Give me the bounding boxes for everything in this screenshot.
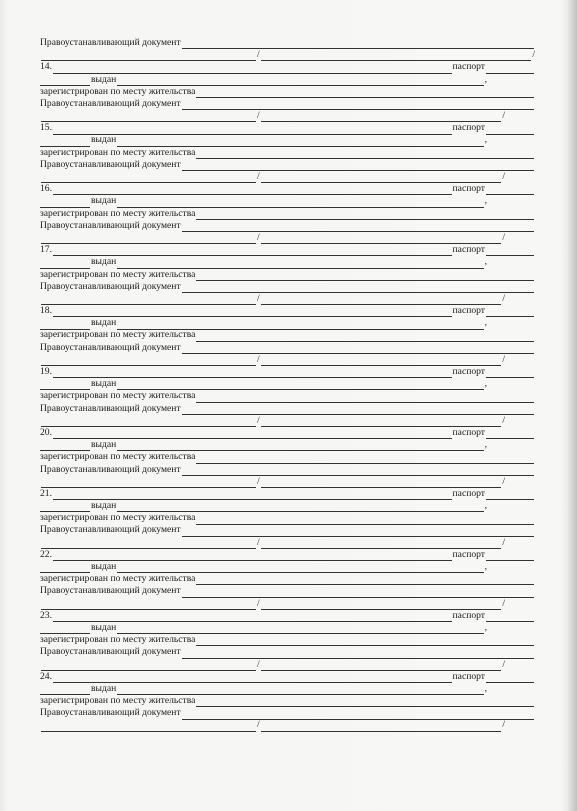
- registered-row: [40, 390, 535, 402]
- issued-lead-field[interactable]: [40, 259, 90, 269]
- registered-label: зарегистрирован по месту жительства: [40, 85, 196, 97]
- issued-label: выдан: [91, 317, 117, 329]
- doc-field[interactable]: [182, 466, 534, 476]
- entry-number: 18.: [40, 305, 52, 317]
- registered-label: зарегистрирован по месту жительства: [40, 695, 196, 707]
- entry-number: 22.: [40, 548, 52, 560]
- doc-field[interactable]: [182, 39, 534, 49]
- registered-row: [40, 451, 535, 463]
- issued-label: выдан: [91, 73, 117, 85]
- registered-field[interactable]: [196, 88, 534, 98]
- doc-field[interactable]: [182, 344, 534, 354]
- name-row: [40, 549, 535, 561]
- issued-label: выдан: [91, 682, 117, 694]
- doc-row: [40, 707, 535, 719]
- name-row: [40, 610, 535, 622]
- entry-number: 16.: [40, 183, 52, 195]
- doc-row: [40, 464, 535, 476]
- slash-separator: /: [502, 536, 505, 548]
- registered-label: зарегистрирован по месту жительства: [40, 512, 196, 524]
- registered-field[interactable]: [196, 393, 534, 403]
- doc-slash-row: [40, 110, 535, 122]
- doc-part2-field[interactable]: [261, 600, 502, 610]
- doc-part1-field[interactable]: [41, 600, 256, 610]
- doc-slash-row: [40, 354, 535, 366]
- doc-part1-field[interactable]: [41, 112, 256, 122]
- slash-separator: /: [257, 414, 260, 426]
- comma-separator: ,: [484, 378, 487, 390]
- issued-row: [40, 74, 535, 86]
- slash-separator: /: [502, 719, 505, 731]
- slash-separator: /: [532, 49, 535, 61]
- slash-separator: /: [257, 536, 260, 548]
- issued-label: выдан: [91, 621, 117, 633]
- issued-field[interactable]: [117, 137, 483, 147]
- fullname-field[interactable]: [53, 673, 452, 683]
- registered-field[interactable]: [196, 210, 534, 220]
- passport-label: паспорт: [452, 487, 485, 499]
- name-row: [40, 305, 535, 317]
- registered-field[interactable]: [196, 697, 534, 707]
- issued-row: [40, 135, 535, 147]
- registered-row: [40, 208, 535, 220]
- doc-row: [40, 159, 535, 171]
- entry-number: 17.: [40, 244, 52, 256]
- registered-field[interactable]: [196, 149, 534, 159]
- issued-row: [40, 500, 535, 512]
- doc-field[interactable]: [182, 649, 534, 659]
- issued-lead-field[interactable]: [40, 563, 90, 573]
- passport-label: паспорт: [452, 61, 485, 73]
- doc-slash-row: [40, 49, 535, 61]
- issued-row: [40, 195, 535, 207]
- fullname-field[interactable]: [53, 64, 452, 74]
- registered-field[interactable]: [196, 515, 534, 525]
- doc-part1-field[interactable]: [41, 661, 256, 671]
- issued-field[interactable]: [117, 563, 483, 573]
- doc-row: [40, 37, 535, 49]
- slash-separator: /: [257, 292, 260, 304]
- issued-lead-field[interactable]: [40, 441, 90, 451]
- doc-slash-row: [40, 171, 535, 183]
- entry-number: 15.: [40, 122, 52, 134]
- registered-row: [40, 86, 535, 98]
- passport-field[interactable]: [486, 612, 534, 622]
- issued-lead-field[interactable]: [40, 137, 90, 147]
- registered-row: [40, 269, 535, 281]
- registered-label: зарегистрирован по месту жительства: [40, 207, 196, 219]
- issued-label: выдан: [91, 439, 117, 451]
- issued-field[interactable]: [117, 198, 483, 208]
- passport-field[interactable]: [486, 368, 534, 378]
- doc-part1-field[interactable]: [41, 173, 256, 183]
- passport-field[interactable]: [486, 125, 534, 135]
- doc-part2-field[interactable]: [261, 417, 502, 427]
- doc-label: Правоустанавливающий документ: [40, 219, 181, 231]
- issued-row: [40, 317, 535, 329]
- comma-separator: ,: [484, 317, 487, 329]
- issued-label: выдан: [91, 256, 117, 268]
- slash-separator: /: [502, 231, 505, 243]
- registered-label: зарегистрирован по месту жительства: [40, 268, 196, 280]
- issued-row: [40, 256, 535, 268]
- issued-row: [40, 561, 535, 573]
- issued-label: выдан: [91, 195, 117, 207]
- issued-label: выдан: [91, 134, 117, 146]
- doc-label: Правоустанавливающий документ: [40, 463, 181, 475]
- registered-row: [40, 512, 535, 524]
- issued-field[interactable]: [117, 685, 483, 695]
- doc-part2-field[interactable]: [261, 356, 502, 366]
- doc-slash-row: [40, 659, 535, 671]
- slash-separator: /: [257, 719, 260, 731]
- resident-entry: [40, 244, 535, 305]
- slash-separator: /: [257, 171, 260, 183]
- registered-label: зарегистрирован по месту жительства: [40, 573, 196, 585]
- issued-field[interactable]: [117, 624, 483, 634]
- doc-part2-field[interactable]: [261, 539, 502, 549]
- resident-entry: [40, 61, 535, 122]
- issued-field[interactable]: [117, 502, 483, 512]
- passport-field[interactable]: [486, 185, 534, 195]
- doc-field[interactable]: [182, 100, 534, 110]
- doc-part2-field[interactable]: [261, 234, 502, 244]
- name-row: [40, 183, 535, 195]
- doc-part2-field[interactable]: [261, 295, 502, 305]
- registered-row: [40, 330, 535, 342]
- passport-field[interactable]: [486, 307, 534, 317]
- name-row: [40, 671, 535, 683]
- issued-row: [40, 378, 535, 390]
- slash-separator: /: [257, 49, 260, 61]
- slash-separator: /: [502, 292, 505, 304]
- doc-label: Правоустанавливающий документ: [40, 707, 181, 719]
- slash-separator: /: [257, 658, 260, 670]
- comma-separator: ,: [484, 134, 487, 146]
- doc-part2-field[interactable]: [261, 478, 502, 488]
- passport-field[interactable]: [486, 64, 534, 74]
- registered-row: [40, 634, 535, 646]
- doc-row: [40, 403, 535, 415]
- issued-label: выдан: [91, 500, 117, 512]
- fullname-field[interactable]: [53, 551, 452, 561]
- entries-list: [40, 61, 535, 731]
- issued-row: [40, 683, 535, 695]
- doc-part1-field[interactable]: [41, 295, 256, 305]
- name-row: [40, 488, 535, 500]
- issued-field[interactable]: [117, 76, 483, 86]
- slash-separator: /: [502, 414, 505, 426]
- registered-row: [40, 695, 535, 707]
- doc-label: Правоустанавливающий документ: [40, 524, 181, 536]
- registered-label: зарегистрирован по месту жительства: [40, 451, 196, 463]
- resident-entry: [40, 366, 535, 427]
- issued-lead-field[interactable]: [40, 76, 90, 86]
- slash-separator: /: [502, 475, 505, 487]
- entry-number: 19.: [40, 366, 52, 378]
- doc-row: [40, 646, 535, 658]
- doc-label: Правоустанавливающий документ: [40, 36, 181, 48]
- comma-separator: ,: [484, 195, 487, 207]
- resident-entry: [40, 610, 535, 671]
- issued-lead-field[interactable]: [40, 685, 90, 695]
- fullname-field[interactable]: [53, 490, 452, 500]
- issued-label: выдан: [91, 378, 117, 390]
- doc-field[interactable]: [182, 161, 534, 171]
- name-row: [40, 61, 535, 73]
- registered-row: [40, 147, 535, 159]
- resident-entry: [40, 122, 535, 183]
- registered-row: [40, 573, 535, 585]
- entry-number: 23.: [40, 609, 52, 621]
- doc-part1-field[interactable]: [41, 234, 256, 244]
- issued-lead-field[interactable]: [40, 198, 90, 208]
- issued-lead-field[interactable]: [40, 502, 90, 512]
- issued-row: [40, 439, 535, 451]
- fullname-field[interactable]: [53, 368, 452, 378]
- passport-label: паспорт: [452, 366, 485, 378]
- issued-field[interactable]: [117, 380, 483, 390]
- issued-label: выдан: [91, 561, 117, 573]
- issued-row: [40, 622, 535, 634]
- doc-field[interactable]: [182, 527, 534, 537]
- doc-row: [40, 98, 535, 110]
- doc-field[interactable]: [182, 710, 534, 720]
- passport-field[interactable]: [486, 246, 534, 256]
- slash-separator: /: [257, 353, 260, 365]
- doc-slash-row: [40, 476, 535, 488]
- fullname-field[interactable]: [53, 307, 452, 317]
- doc-label: Правоустанавливающий документ: [40, 585, 181, 597]
- registered-field[interactable]: [196, 454, 534, 464]
- passport-field[interactable]: [486, 429, 534, 439]
- doc-field[interactable]: [182, 588, 534, 598]
- fullname-field[interactable]: [53, 429, 452, 439]
- entry-number: 24.: [40, 670, 52, 682]
- registered-field[interactable]: [196, 332, 534, 342]
- name-row: [40, 427, 535, 439]
- doc-slash-row: [40, 537, 535, 549]
- doc-row: [40, 525, 535, 537]
- doc-label: Правоустанавливающий документ: [40, 158, 181, 170]
- entry-number: 14.: [40, 61, 52, 73]
- fullname-field[interactable]: [53, 612, 452, 622]
- doc-part1-field[interactable]: [41, 722, 256, 732]
- slash-separator: /: [502, 110, 505, 122]
- passport-label: паспорт: [452, 609, 485, 621]
- resident-entry: [40, 549, 535, 610]
- doc-slash-row: [40, 598, 535, 610]
- comma-separator: ,: [484, 561, 487, 573]
- doc-row: [40, 281, 535, 293]
- issued-lead-field[interactable]: [40, 380, 90, 390]
- registered-label: зарегистрирован по месту жительства: [40, 146, 196, 158]
- registered-label: зарегистрирован по месту жительства: [40, 329, 196, 341]
- doc-label: Правоустанавливающий документ: [40, 341, 181, 353]
- fullname-field[interactable]: [53, 125, 452, 135]
- registered-field[interactable]: [196, 271, 534, 281]
- doc-slash-row: [40, 232, 535, 244]
- name-row: [40, 244, 535, 256]
- issued-lead-field[interactable]: [40, 624, 90, 634]
- comma-separator: ,: [484, 500, 487, 512]
- issued-lead-field[interactable]: [40, 320, 90, 330]
- slash-separator: /: [257, 110, 260, 122]
- passport-label: паспорт: [452, 183, 485, 195]
- doc-field[interactable]: [182, 283, 534, 293]
- doc-row: [40, 342, 535, 354]
- comma-separator: ,: [484, 621, 487, 633]
- slash-separator: /: [257, 597, 260, 609]
- registered-label: зарегистрирован по месту жительства: [40, 390, 196, 402]
- doc-part2-field[interactable]: [261, 112, 502, 122]
- doc-label: Правоустанавливающий документ: [40, 97, 181, 109]
- doc-row: [40, 220, 535, 232]
- registered-field[interactable]: [196, 636, 534, 646]
- doc-part1-field[interactable]: [41, 417, 256, 427]
- doc-part2-field[interactable]: [261, 51, 532, 61]
- comma-separator: ,: [484, 682, 487, 694]
- doc-part1-field[interactable]: [41, 478, 256, 488]
- page-edge-shadow: [567, 0, 577, 811]
- doc-part2-field[interactable]: [261, 722, 502, 732]
- comma-separator: ,: [484, 73, 487, 85]
- passport-field[interactable]: [486, 551, 534, 561]
- passport-field[interactable]: [486, 673, 534, 683]
- doc-part2-field[interactable]: [261, 173, 502, 183]
- passport-field[interactable]: [486, 490, 534, 500]
- slash-separator: /: [502, 171, 505, 183]
- comma-separator: ,: [484, 439, 487, 451]
- doc-part1-field[interactable]: [41, 539, 256, 549]
- doc-part1-field[interactable]: [41, 356, 256, 366]
- doc-slash-row: [40, 293, 535, 305]
- name-row: [40, 122, 535, 134]
- name-row: [40, 366, 535, 378]
- entry-number: 20.: [40, 426, 52, 438]
- doc-slash-row: [40, 415, 535, 427]
- resident-entry: [40, 183, 535, 244]
- doc-part2-field[interactable]: [261, 661, 502, 671]
- comma-separator: ,: [484, 256, 487, 268]
- slash-separator: /: [257, 231, 260, 243]
- issued-field[interactable]: [117, 320, 483, 330]
- slash-separator: /: [257, 475, 260, 487]
- passport-label: паспорт: [452, 426, 485, 438]
- registered-label: зарегистрирован по месту жительства: [40, 634, 196, 646]
- fullname-field[interactable]: [53, 246, 452, 256]
- resident-entry: [40, 671, 535, 732]
- doc-label: Правоустанавливающий документ: [40, 646, 181, 658]
- resident-entry: [40, 427, 535, 488]
- slash-separator: /: [502, 353, 505, 365]
- issued-field[interactable]: [117, 259, 483, 269]
- entry-number: 21.: [40, 487, 52, 499]
- resident-entry: [40, 488, 535, 549]
- passport-label: паспорт: [452, 670, 485, 682]
- resident-entry: [40, 305, 535, 366]
- registered-field[interactable]: [196, 575, 534, 585]
- passport-label: паспорт: [452, 244, 485, 256]
- passport-label: паспорт: [452, 305, 485, 317]
- fullname-field[interactable]: [53, 185, 452, 195]
- doc-row: [40, 585, 535, 597]
- doc-field[interactable]: [182, 405, 534, 415]
- issued-field[interactable]: [117, 441, 483, 451]
- slash-separator: /: [502, 597, 505, 609]
- slash-separator: /: [502, 658, 505, 670]
- doc-part1-field[interactable]: [41, 51, 256, 61]
- doc-label: Правоустанавливающий документ: [40, 280, 181, 292]
- doc-field[interactable]: [182, 222, 534, 232]
- doc-slash-row: [40, 720, 535, 732]
- passport-label: паспорт: [452, 548, 485, 560]
- form-content: [40, 37, 535, 732]
- doc-label: Правоустанавливающий документ: [40, 402, 181, 414]
- passport-label: паспорт: [452, 122, 485, 134]
